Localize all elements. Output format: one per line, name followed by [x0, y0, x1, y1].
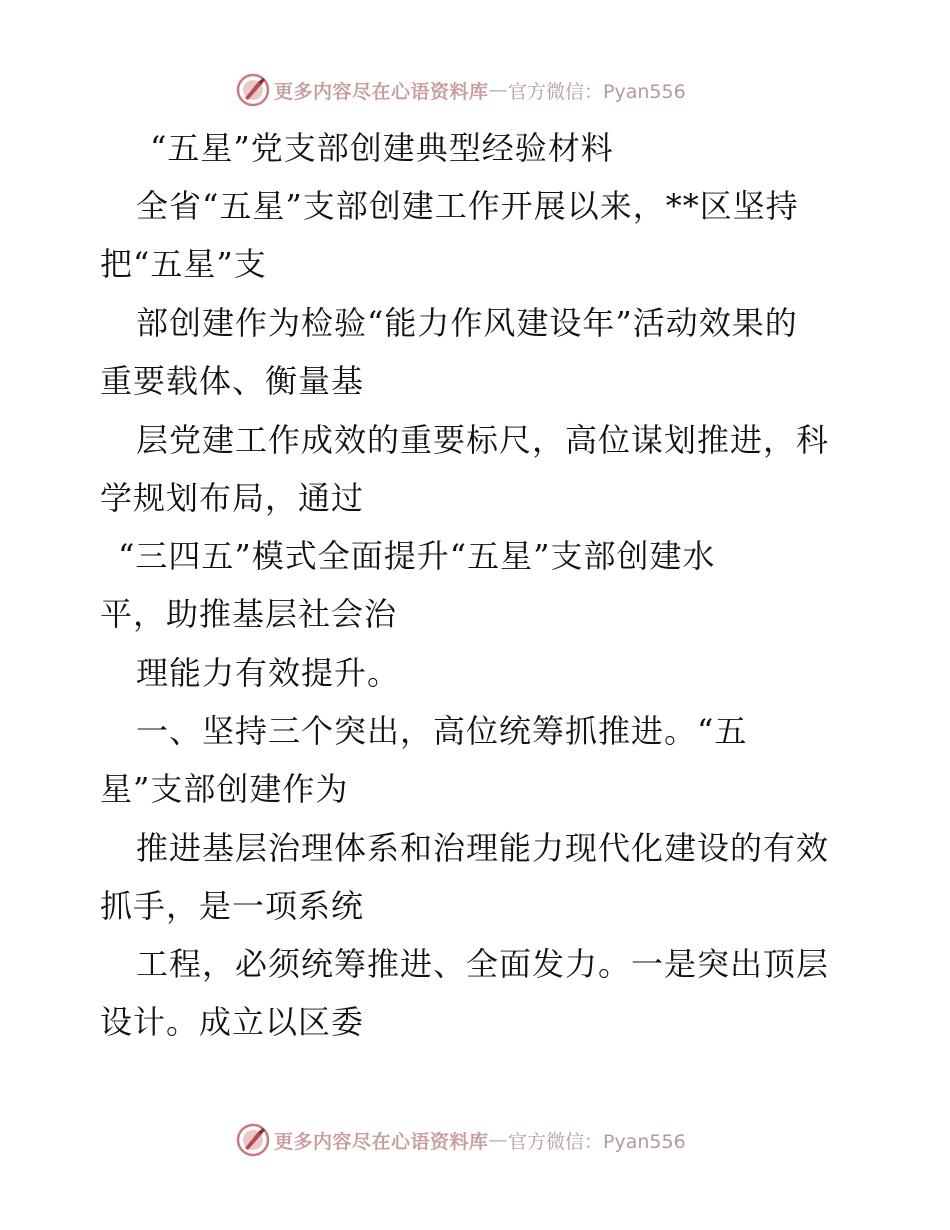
- footer-watermark: [236, 1122, 686, 1158]
- paragraph-line: 推进基层治理体系和治理能力现代化建设的有效: [136, 829, 830, 867]
- paragraph-line: 层党建工作成效的重要标尺，高位谋划推进，科: [136, 421, 830, 459]
- quill-logo-icon: [236, 1123, 270, 1157]
- watermark-wechat: 官方微信：Pyan556: [508, 80, 686, 103]
- quill-logo-icon: [236, 73, 270, 107]
- paragraph-line: 星”支部创建作为: [100, 770, 349, 808]
- paragraph-line: 抓手，是一项系统: [100, 887, 365, 925]
- watermark-site-name: 更多内容尽在心语资料库: [274, 80, 489, 103]
- paragraph-line: 部创建作为检验“能力作风建设年”活动效果的: [136, 304, 798, 342]
- paragraph-line: 把“五星”支: [100, 245, 267, 283]
- paragraph-line: 平，助推基层社会治: [100, 595, 398, 633]
- paragraph-line: 设计。成立以区委: [100, 1003, 365, 1041]
- document-title: “五星”党支部创建典型经验材料: [150, 129, 614, 167]
- paragraph-line: “三四五”模式全面提升“五星”支部创建水: [118, 537, 716, 575]
- paragraph-line: 工程，必须统筹推进、全面发力。一是突出顶层: [136, 945, 830, 983]
- section-heading-line: 一、坚持三个突出，高位统筹抓推进。“五: [136, 712, 748, 750]
- watermark-wechat: 官方微信：Pyan556: [508, 1130, 686, 1153]
- paragraph-line: 重要载体、衡量基: [100, 362, 365, 400]
- watermark-separator: —: [488, 79, 509, 101]
- paragraph-line: 理能力有效提升。: [136, 654, 401, 692]
- watermark-site-name: 更多内容尽在心语资料库: [274, 1130, 489, 1153]
- paragraph-line: 全省“五星”支部创建工作开展以来，**区坚持: [136, 187, 799, 225]
- watermark-separator: —: [488, 1129, 509, 1151]
- paragraph-line: 学规划布局，通过: [100, 479, 365, 517]
- header-watermark: [236, 72, 686, 108]
